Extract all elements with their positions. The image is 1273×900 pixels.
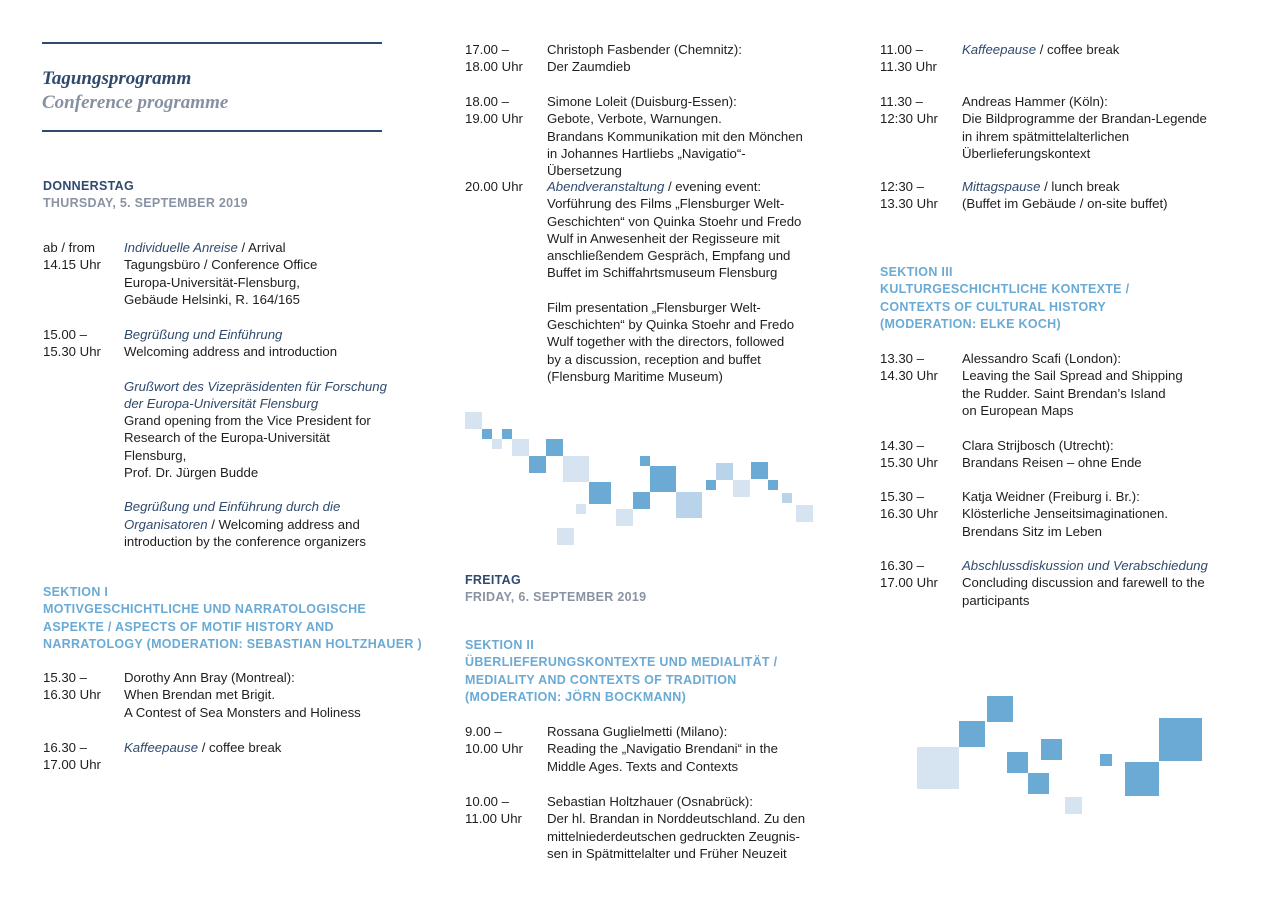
section-line: ÜBERLIEFERUNGSKONTEXTE UND MEDIALITÄT / <box>465 655 778 670</box>
entry-title: Abschlussdiskussion und Verabschiedung <box>962 558 1208 573</box>
day-de: FREITAG <box>465 573 522 587</box>
entry-line: Research of the Europa-Universität Flensburg, <box>124 430 330 463</box>
section-line: MOTIVGESCHICHTLICHE UND NARRATOLOGISCHE <box>43 602 367 617</box>
square-decoration <box>733 480 750 497</box>
programme-title-de: Tagungsprogramm <box>42 68 192 89</box>
time-start: 13.30 – <box>880 351 924 366</box>
time-end: 14.15 Uhr <box>43 257 101 273</box>
time-start: 15.30 – <box>43 670 87 685</box>
entry-line: Reading the „Navigatio Brendani“ in the <box>547 741 778 757</box>
entry-line: Grand opening from the Vice President for <box>124 413 371 429</box>
entry-line: Clara Strijbosch (Utrecht): <box>962 438 1114 453</box>
entry-line: Klösterliche Jenseitsimaginationen. <box>962 506 1168 522</box>
entry-line: Concluding discussion and farewell to the <box>962 575 1205 591</box>
entry-line: sen in Spätmittelalter und Früher Neuzeit <box>547 845 787 861</box>
entry-line: Der hl. Brandan in Norddeutschland. Zu den <box>547 811 806 827</box>
time-start: 20.00 Uhr <box>465 179 523 194</box>
entry-line: Buffet im Schiffahrtsmuseum Flensburg <box>547 265 778 281</box>
time-end: 16.30 Uhr <box>880 506 938 522</box>
entry-line: Katja Weidner (Freiburg i. Br.): <box>962 489 1140 504</box>
section-line: CONTEXTS OF CULTURAL HISTORY <box>880 299 1106 314</box>
entry-line: Tagungsbüro / Conference Office <box>124 257 318 273</box>
organizers-title: Begrüßung und Einführung durch die <box>124 499 341 515</box>
time-end: 11.30 Uhr <box>880 59 937 75</box>
entry-line: Leaving the Sail Spread and Shipping <box>962 368 1183 384</box>
entry-title-suffix: / evening event: <box>664 179 762 194</box>
time-start: 12:30 – <box>880 179 924 194</box>
square-decoration <box>1125 762 1159 796</box>
time-end: 10.00 Uhr <box>465 741 523 757</box>
entry-line: Wulf in Anwesenheit der Regisseure mit <box>547 230 780 246</box>
section-line: SEKTION I <box>43 585 109 599</box>
entry-line: on European Maps <box>962 402 1074 418</box>
square-decoration <box>676 492 702 518</box>
entry-line: Wulf together with the directors, followed <box>547 334 785 350</box>
time-end: 17.00 Uhr <box>43 757 101 773</box>
time-start: 16.30 – <box>880 558 924 573</box>
programme-title-en: Conference programme <box>42 92 229 113</box>
vp-title: der Europa-Universität Flensburg <box>124 395 319 411</box>
time-start: 11.00 – <box>880 42 924 57</box>
entry-line: Geschichten“ by Quinka Stoehr and Fredo <box>547 317 795 333</box>
section-line: SEKTION II <box>465 638 534 652</box>
time-end: 17.00 Uhr <box>880 575 938 591</box>
time-start: 10.00 – <box>465 794 509 809</box>
square-decoration <box>557 528 574 545</box>
entry-line: Sebastian Holtzhauer (Osnabrück): <box>547 794 753 809</box>
entry-line: Geschichten“ von Quinka Stoehr und Fredo <box>547 213 802 229</box>
square-decoration <box>563 456 589 482</box>
square-decoration <box>782 493 792 503</box>
square-decoration <box>576 504 586 514</box>
time-start: 9.00 – <box>465 724 502 739</box>
square-decoration <box>465 412 482 429</box>
section-line: ASPEKTE / ASPECTS OF MOTIF HISTORY AND <box>43 619 334 634</box>
day-heading-thursday <box>43 178 248 212</box>
entry-title: Mittagspause <box>962 179 1041 194</box>
time-end: 13.30 Uhr <box>880 196 938 212</box>
entry-line: Rossana Guglielmetti (Milano): <box>547 724 728 739</box>
entry-title-suffix: / coffee break <box>1036 42 1120 57</box>
square-decoration <box>512 439 529 456</box>
entry-title: Kaffeepause <box>962 42 1037 57</box>
time-end: 15.30 Uhr <box>43 344 101 360</box>
square-decoration <box>482 429 492 439</box>
time-end: 12:30 Uhr <box>880 111 938 127</box>
day-en: THURSDAY, 5. SEPTEMBER 2019 <box>43 196 248 210</box>
square-decoration <box>959 721 985 747</box>
organizers-title: Organisatoren <box>124 516 208 532</box>
time-start: ab / from <box>43 240 96 255</box>
time-start: 14.30 – <box>880 438 924 453</box>
entry-line: Europa-Universität-Flensburg, <box>124 274 300 290</box>
square-decoration <box>987 696 1013 722</box>
entry-line: participants <box>962 592 1030 608</box>
section-heading-1 <box>43 584 422 653</box>
entry-line: Dorothy Ann Bray (Montreal): <box>124 670 295 685</box>
square-decoration <box>1041 739 1062 760</box>
time-start: 16.30 – <box>43 740 87 755</box>
entry-line: Film presentation „Flensburger Welt- <box>547 299 761 315</box>
time-start: 15.00 – <box>43 327 87 342</box>
entry-title-suffix: / lunch break <box>1040 179 1120 194</box>
square-decoration <box>1100 754 1112 766</box>
top-rule <box>42 42 382 44</box>
entry-line: Andreas Hammer (Köln): <box>962 94 1108 109</box>
entry-line: Brendans Sitz im Leben <box>962 523 1103 539</box>
square-decoration <box>1007 752 1028 773</box>
time-end: 16.30 Uhr <box>43 687 101 703</box>
entry-line: Prof. Dr. Jürgen Budde <box>124 465 259 481</box>
square-decoration <box>796 505 813 522</box>
time-end: 19.00 Uhr <box>465 111 523 127</box>
time-start: 18.00 – <box>465 94 509 109</box>
square-decoration <box>616 509 633 526</box>
square-decoration <box>633 492 650 509</box>
time-start: 11.30 – <box>880 94 924 109</box>
square-decoration <box>917 747 959 789</box>
entry-line: Middle Ages. Texts and Contexts <box>547 758 739 774</box>
entry-title: Individuelle Anreise <box>124 240 238 255</box>
time-end: 11.00 Uhr <box>465 811 522 827</box>
square-decoration <box>706 480 716 490</box>
square-decoration <box>1065 797 1082 814</box>
section-line: SEKTION III <box>880 265 953 279</box>
entry-line: Alessandro Scafi (London): <box>962 351 1122 366</box>
entry-title: Abendveranstaltung <box>547 179 665 194</box>
section-line: (MODERATION: ELKE KOCH) <box>880 316 1061 331</box>
entry-line: the Rudder. Saint Brendan’s Island <box>962 385 1166 401</box>
entry-line: (Flensburg Maritime Museum) <box>547 368 723 384</box>
entry-line: by a discussion, reception and buffet <box>547 351 761 367</box>
square-decoration <box>650 466 676 492</box>
square-decoration <box>492 439 502 449</box>
entry-line: Die Bildprogramme der Brandan-Legende <box>962 111 1207 127</box>
entry-line: Gebäude Helsinki, R. 164/165 <box>124 291 300 307</box>
entry-line: Welcoming address and introduction <box>124 344 338 360</box>
square-decoration <box>529 456 546 473</box>
entry-line: in Johannes Hartliebs „Navigatio“-Übersetzung <box>547 145 746 179</box>
entry-line: Vorführung des Films „Flensburger Welt- <box>547 196 785 212</box>
section-line: NARRATOLOGY (MODERATION: SEBASTIAN HOLTZHAUER ) <box>43 636 422 651</box>
square-decoration <box>640 456 650 466</box>
entry-line: introduction by the conference organizers <box>124 533 366 549</box>
entry-line: anschließendem Gespräch, Empfang und <box>547 248 791 264</box>
square-decoration <box>589 482 611 504</box>
entry-title-suffix: / Arrival <box>237 240 286 255</box>
entry-line: Der Zaumdieb <box>547 59 631 75</box>
entry-line: Simone Loleit (Duisburg-Essen): <box>547 94 737 109</box>
section-line: MEDIALITY AND CONTEXTS OF TRADITION <box>465 672 737 687</box>
section-heading-3 <box>880 264 1129 333</box>
square-decoration <box>502 429 512 439</box>
day-heading-friday <box>465 572 646 606</box>
entry-line: Brandans Kommunikation mit den Mönchen <box>547 128 803 144</box>
entry-line: When Brendan met Brigit. <box>124 687 275 703</box>
day-de: DONNERSTAG <box>43 179 134 193</box>
time-end: 18.00 Uhr <box>465 59 523 75</box>
section-line: (MODERATION: JÖRN BOCKMANN) <box>465 689 687 704</box>
entry-title: Begrüßung und Einführung <box>124 327 283 342</box>
time-end: 14.30 Uhr <box>880 368 938 384</box>
time-start: 17.00 – <box>465 42 509 57</box>
square-decoration <box>716 463 733 480</box>
square-decoration <box>1159 718 1202 761</box>
entry-line: A Contest of Sea Monsters and Holiness <box>124 704 361 720</box>
entry-line: in ihrem spätmittelalterlichen <box>962 128 1130 144</box>
entry-title: Kaffeepause <box>124 740 199 755</box>
entry-line: Gebote, Verbote, Warnungen. <box>547 111 722 127</box>
square-decoration <box>751 462 768 479</box>
entry-line: mittelniederdeutschen gedruckten Zeugnis- <box>547 828 800 844</box>
time-start: 15.30 – <box>880 489 924 504</box>
entry-line: Überlieferungskontext <box>962 145 1091 161</box>
entry-title-suffix: / coffee break <box>198 740 282 755</box>
section-line: KULTURGESCHICHTLICHE KONTEXTE / <box>880 282 1130 297</box>
section-heading-2 <box>465 637 777 706</box>
square-decoration <box>768 480 778 490</box>
entry-line: Christoph Fasbender (Chemnitz): <box>547 42 742 57</box>
day-en: FRIDAY, 6. SEPTEMBER 2019 <box>465 590 647 604</box>
entry-line: (Buffet im Gebäude / on-site buffet) <box>962 196 1168 212</box>
title-rule <box>42 130 382 132</box>
entry-line: Brandans Reisen – ohne Ende <box>962 455 1142 471</box>
time-end: 15.30 Uhr <box>880 455 938 471</box>
organizers-suffix: / Welcoming address and <box>207 516 360 532</box>
vp-title: Grußwort des Vizepräsidenten für Forschung <box>124 378 387 394</box>
square-decoration <box>546 439 563 456</box>
square-decoration <box>1028 773 1049 794</box>
